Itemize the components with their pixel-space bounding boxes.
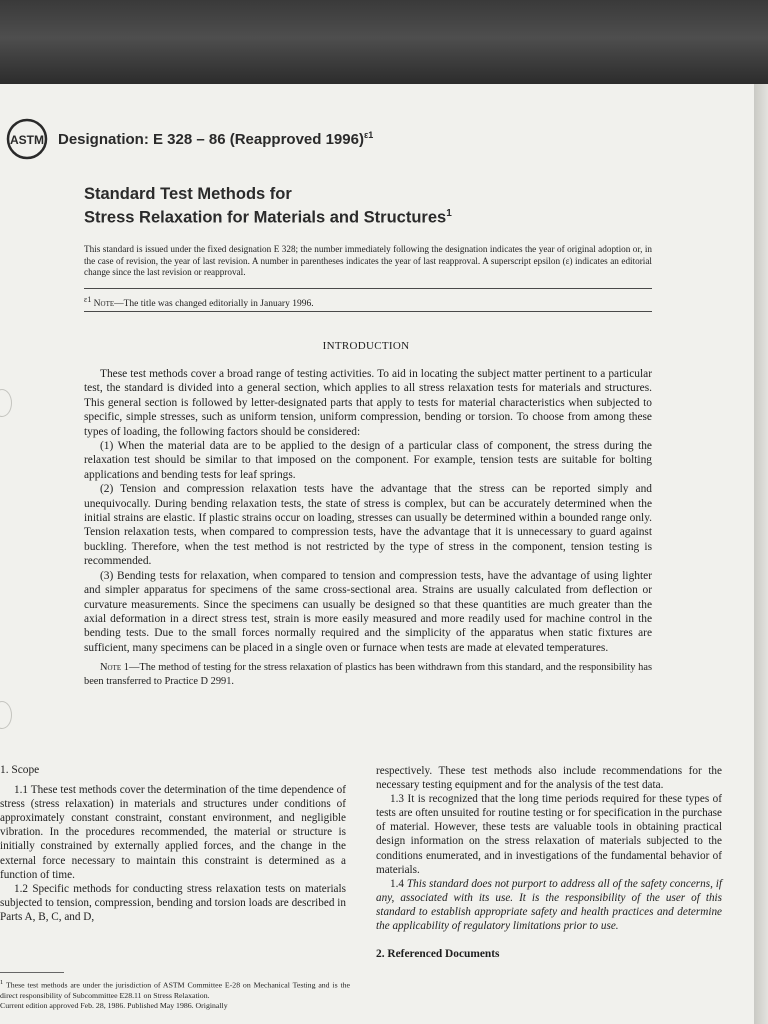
introduction-body xyxy=(84,367,652,688)
scope-1-4: 1.4 This standard does not purport to address all of the safety concerns, if any, associated with its use. It is the responsibility of the user of this standard to establish appropriate safety and health practices and determine the applicability of regulatory limitations prior to use. xyxy=(376,877,723,933)
intro-paragraph: (1) When the material data are to be applied to the design of a particular class of component, the stress during the relaxation test should be similar to that imposed on the component. For example, tension tests are suitable for bolting applications and bending tests for leaf springs. xyxy=(84,440,652,481)
issuance-note: This standard is issued under the fixed designation E 328; the number immediately following the designation indicates the year of original adoption or, in the case of revision, the year of last revision. A number in parentheses indicates the year of last reapproval. A superscript epsilon (ε) indicates an editorial change since the last revision or reapproval. xyxy=(84,244,652,277)
right-column xyxy=(376,764,722,967)
designation: Designation: E 328 – 86 (Reapproved 1996)$^{\varepsilon 1}$ xyxy=(58,130,374,148)
scope-1-3: 1.3 It is recognized that the long time periods required for these types of tests are often unsuited for routine testing or for specification in the purchase of material. However, these tests are valuable tools in obtaining practical design information on the stress relaxation of materials subjected to the conditions enumerated, and in investigations of the fundamental behavior of materials. xyxy=(376,793,722,876)
scope-1-2: 1.2 Specific methods for conducting stress relaxation tests on materials subjected to tension, compression, bending and torsion loads are described in Parts A, B, C, and D, xyxy=(0,882,346,923)
editorial-note: $^{\varepsilon 1}$ Note—The title was changed editorially in January 1996. xyxy=(84,295,314,310)
document-title xyxy=(84,184,684,228)
referenced-documents-heading: 2. Referenced Documents xyxy=(376,948,500,961)
left-column xyxy=(0,763,346,924)
scope-1-2-continued: respectively. These test methods also include recommendations for the necessary testing equipment and for the analysis of the test data. xyxy=(376,765,722,792)
page-edge-shadow xyxy=(754,84,768,1024)
divider xyxy=(84,288,652,289)
note-1: Note 1—The method of testing for the stress relaxation of plastics has been withdrawn from this standard, and the responsibility has been transferred to Practice D 2991. xyxy=(84,662,652,687)
intro-paragraph: (2) Tension and compression relaxation tests have the advantage that the stress can be reported simply and unequivocally. During bending relaxation tests, the state of stress is complex, but can be accurately determined when the initial strains are elastic. If plastic strains occur on loading, stresses can usually be determined within a bounded range only. Tension relaxation tests, when compared to compression tests, have the advantage that it is unnecessary to guard against buckling. Therefore, when the test method is not restricted by the type of stress in the component, tension testing is recommended. xyxy=(84,483,652,568)
binder-hole xyxy=(0,701,12,729)
divider xyxy=(84,311,652,312)
footnotes xyxy=(0,978,350,1011)
astm-logo-icon xyxy=(6,118,48,160)
binder-hole xyxy=(0,389,12,417)
introduction-heading: INTRODUCTION xyxy=(322,340,410,352)
scanner-shadow-band xyxy=(0,0,768,84)
title-line-1: Standard Test Methods for xyxy=(84,185,292,203)
scope-heading: 1. Scope xyxy=(0,764,40,776)
intro-paragraph: These test methods cover a broad range of testing activities. To aid in locating the subject matter pertinent to a particular test, the standard is divided into a general section, which applies to all stress relaxation tests for materials and structures. This general section is followed by letter-designated parts that apply to tests for material characteristics when subjected to specific, simple stresses, such as uniform tension, uniform compression, bending or torsion. To choose from among these types of loading, the following factors should be considered: xyxy=(84,368,652,438)
intro-paragraph: (3) Bending tests for relaxation, when compared to tension and compression tests, have the advantage of using lighter and simpler apparatus for specimens of the same cross-sectional area. Strains are usually calculated from deflection or curvature measurements. Since the specimens can usually be designed so that these quantities are much greater than the axial deformation in a direct stress test, strain is more easily measured and more readily used for machine control in the bending tests. Due to the small forces normally required and the simplicity of the apparatus when static fixtures are sufficient, many specimens can be placed in a single oven or furnace when tests are made at elevated temperatures. xyxy=(84,569,652,654)
svg-text:ASTM: ASTM xyxy=(10,133,44,147)
current-edition: Current edition approved Feb. 28, 1986. Published May 1986. Originally xyxy=(0,1000,228,1010)
scope-1-1: 1.1 These test methods cover the determination of the time dependence of stress (stress relaxation) in materials and structures under conditions of approximately constant constraint, constant environment, and negligible vibration. In the procedures recommended, the material or structure is initially constrained by externally applied forces, and the change in the external force necessary to maintain this constraint is determined as a function of time. xyxy=(0,784,346,881)
footnote-1: $^1$ These test methods are under the jurisdiction of ASTM Committee E-28 on Mechanical Testing and is the direct responsibility of Subcommittee E28.11 on Stress Relaxation. xyxy=(0,979,350,1000)
footnote-rule xyxy=(0,972,64,973)
title-line-2: Stress Relaxation for Materials and Structures$^1$ xyxy=(84,208,452,227)
